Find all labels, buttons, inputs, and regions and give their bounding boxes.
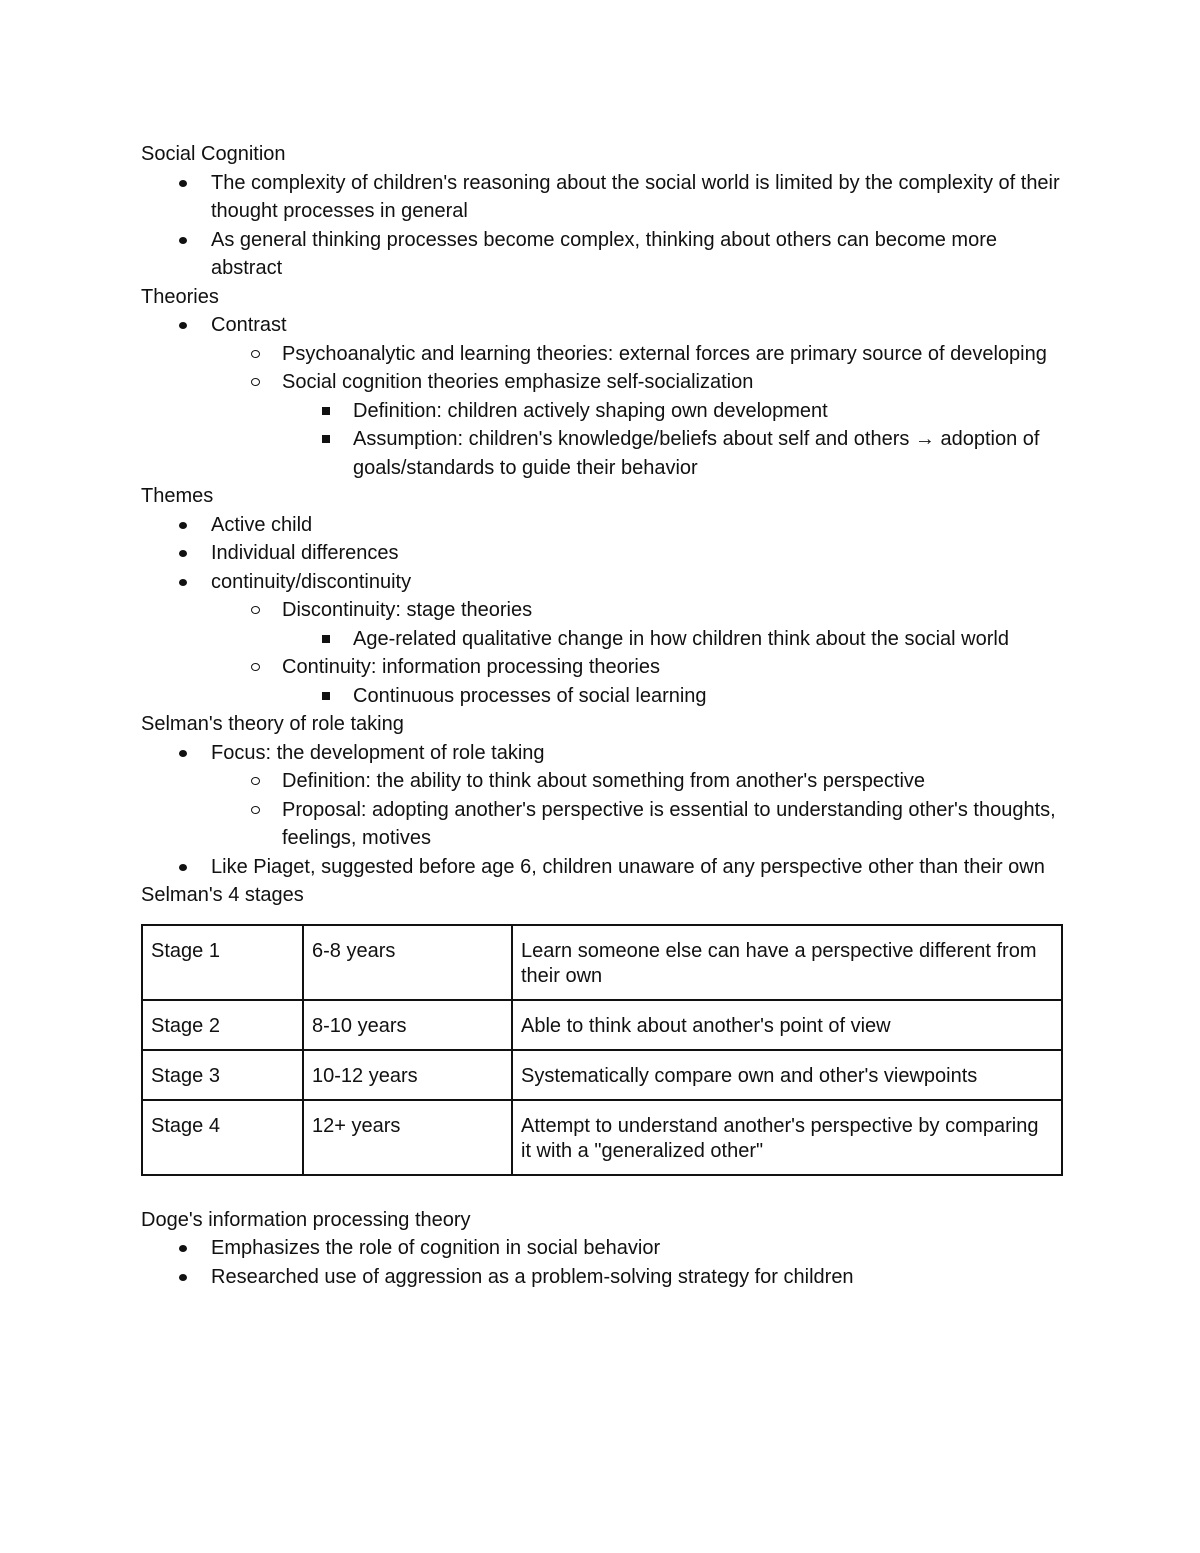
age-cell: 8-10 years	[303, 1000, 512, 1050]
list-item: Active child	[211, 511, 1066, 540]
list-item: Individual differences	[211, 539, 1066, 568]
hollow-bullet-icon	[251, 350, 260, 358]
list-item: Psychoanalytic and learning theories: external forces are primary source of developing	[282, 340, 1066, 369]
hollow-bullet-icon	[251, 663, 260, 671]
table-row	[142, 1000, 1062, 1050]
list-item: Definition: children actively shaping own development	[353, 397, 1066, 426]
themes-list	[141, 511, 1066, 711]
continuity-sublist	[211, 596, 1066, 710]
stages-table	[141, 924, 1063, 1176]
table-row	[142, 1050, 1062, 1100]
description-cell: Attempt to understand another's perspective by comparing it with a "generalized other"	[512, 1100, 1062, 1175]
doge-list	[141, 1234, 1066, 1291]
bullet-icon	[179, 1274, 187, 1281]
continuity-detail-sublist	[282, 682, 1066, 711]
list-item: Researched use of aggression as a problem-solving strategy for children	[211, 1263, 1066, 1292]
list-item: The complexity of children's reasoning about the social world is limited by the complexity of their thought processes in general	[211, 169, 1066, 226]
list-item: Social cognition theories emphasize self-socialization Definition: children actively shaping own development Assumption: children's knowledge/beliefs about self and others → adoption of goals/standards to guide their behavior	[282, 368, 1066, 482]
table-row	[142, 925, 1062, 1000]
list-item: Definition: the ability to think about something from another's perspective	[282, 767, 1066, 796]
list-item: Emphasizes the role of cognition in social behavior	[211, 1234, 1066, 1263]
doge-section	[141, 1206, 1066, 1292]
discontinuity-sublist	[282, 625, 1066, 654]
list-item: Discontinuity: stage theories Age-related qualitative change in how children think about the social world	[282, 596, 1066, 653]
list-item: Focus: the development of role taking Definition: the ability to think about something from another's perspective Proposal: adopting another's perspective is essential to understanding other's thoughts, feelings, motives	[211, 739, 1066, 853]
bullet-icon	[179, 180, 187, 187]
square-bullet-icon	[322, 407, 330, 415]
age-cell: 12+ years	[303, 1100, 512, 1175]
selman-theory-list	[141, 739, 1066, 882]
description-cell: Able to think about another's point of view	[512, 1000, 1062, 1050]
list-item: Contrast Psychoanalytic and learning theories: external forces are primary source of developing Social cognition theories emphasize self-socialization Definition: children actively shaping own development Assumption: children's knowledge/beliefs about self and others → adoption of goals/standards to guide their behavior	[211, 311, 1066, 482]
theories-list	[141, 311, 1066, 482]
age-cell: 10-12 years	[303, 1050, 512, 1100]
bullet-icon	[179, 322, 187, 329]
list-item: continuity/discontinuity Discontinuity: stage theories Age-related qualitative change in how children think about the social world Continuity: information processing theories Continuous processes of social learning	[211, 568, 1066, 711]
list-item: As general thinking processes become complex, thinking about others can become more abstract	[211, 226, 1066, 283]
section-heading-doge: Doge's information processing theory	[141, 1208, 471, 1231]
hollow-bullet-icon	[251, 606, 260, 614]
stage-cell: Stage 4	[142, 1100, 303, 1175]
bullet-icon	[179, 864, 187, 871]
description-cell: Systematically compare own and other's viewpoints	[512, 1050, 1062, 1100]
stage-cell: Stage 3	[142, 1050, 303, 1100]
stages-table-wrapper	[141, 924, 1061, 1176]
bullet-icon	[179, 550, 187, 557]
social-cognition-list	[141, 169, 1066, 283]
bullet-icon	[179, 579, 187, 586]
contrast-sublist	[211, 340, 1066, 483]
table-row	[142, 1100, 1062, 1175]
section-heading-themes: Themes	[141, 485, 214, 507]
hollow-bullet-icon	[251, 806, 260, 814]
list-item: Proposal: adopting another's perspective is essential to understanding other's thoughts, feelings, motives	[282, 796, 1066, 853]
section-heading-theories: Theories	[141, 285, 219, 308]
hollow-bullet-icon	[251, 777, 260, 785]
square-bullet-icon	[322, 692, 330, 700]
age-cell: 6-8 years	[303, 925, 512, 1000]
square-bullet-icon	[322, 435, 330, 443]
bullet-icon	[179, 750, 187, 757]
square-bullet-icon	[322, 635, 330, 643]
section-heading-social-cognition: Social Cognition	[141, 143, 286, 165]
list-item: Continuity: information processing theories Continuous processes of social learning	[282, 653, 1066, 710]
list-item: Age-related qualitative change in how children think about the social world	[353, 625, 1066, 654]
stage-cell: Stage 1	[142, 925, 303, 1000]
description-cell: Learn someone else can have a perspective different from their own	[512, 925, 1062, 1000]
focus-sublist	[211, 767, 1066, 853]
document-page	[141, 140, 1066, 1291]
list-item: Like Piaget, suggested before age 6, children unaware of any perspective other than their own	[211, 853, 1066, 882]
list-item: Continuous processes of social learning	[353, 682, 1066, 711]
section-heading-selman-theory: Selman's theory of role taking	[141, 713, 404, 735]
hollow-bullet-icon	[251, 378, 260, 386]
self-socialization-sublist	[282, 397, 1066, 483]
bullet-icon	[179, 522, 187, 529]
bullet-icon	[179, 237, 187, 244]
section-heading-selman-stages: Selman's 4 stages	[141, 884, 304, 906]
stage-cell: Stage 2	[142, 1000, 303, 1050]
list-item: Assumption: children's knowledge/beliefs about self and others → adoption of goals/standards to guide their behavior	[353, 425, 1066, 482]
bullet-icon	[179, 1245, 187, 1252]
